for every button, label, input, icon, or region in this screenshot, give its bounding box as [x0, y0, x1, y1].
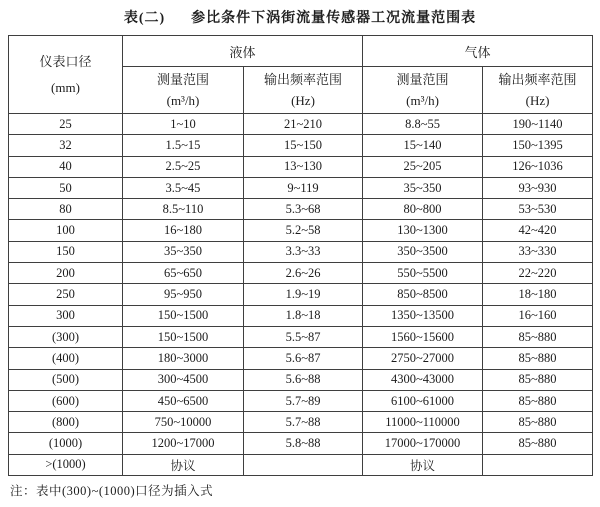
- header-frequency-unit: (Hz): [291, 93, 315, 108]
- value-cell: 300~4500: [123, 369, 244, 390]
- value-cell: 126~1036: [483, 156, 593, 177]
- value-cell: 3.3~33: [244, 241, 363, 262]
- diameter-cell: >(1000): [9, 454, 123, 475]
- header-diameter-unit: (mm): [51, 79, 80, 95]
- footnote: 注：表中(300)~(1000)口径为插入式: [10, 484, 214, 499]
- value-cell: 350~3500: [363, 241, 483, 262]
- value-cell: 85~880: [483, 348, 593, 369]
- table-title-main: 参比条件下涡街流量传感器工况流量范围表: [191, 11, 477, 26]
- header-gas-frequency: [483, 67, 593, 114]
- diameter-cell: 32: [9, 135, 123, 156]
- table-row: [9, 284, 593, 305]
- diameter-cell: (300): [9, 326, 123, 347]
- table-title: [0, 0, 600, 27]
- value-cell: 93~930: [483, 177, 593, 198]
- value-cell: 35~350: [363, 177, 483, 198]
- table-row: [9, 135, 593, 156]
- table-row: [9, 433, 593, 454]
- value-cell: 65~650: [123, 263, 244, 284]
- value-cell: 16~160: [483, 305, 593, 326]
- diameter-cell: 25: [9, 114, 123, 135]
- value-cell: 750~10000: [123, 412, 244, 433]
- value-cell: 95~950: [123, 284, 244, 305]
- value-cell: 1.5~15: [123, 135, 244, 156]
- header-measure-label: 测量范围: [396, 71, 449, 87]
- value-cell: 协议: [123, 454, 244, 475]
- value-cell: [244, 454, 363, 475]
- value-cell: 5.3~68: [244, 199, 363, 220]
- diameter-cell: 80: [9, 199, 123, 220]
- value-cell: 5.7~89: [244, 390, 363, 411]
- value-cell: 85~880: [483, 390, 593, 411]
- header-liquid-frequency: [244, 67, 363, 114]
- header-diameter-label: 仪表口径: [39, 54, 92, 70]
- value-cell: 17000~170000: [363, 433, 483, 454]
- table-header: [9, 36, 593, 114]
- value-cell: 1.8~18: [244, 305, 363, 326]
- value-cell: 150~1500: [123, 305, 244, 326]
- value-cell: 16~180: [123, 220, 244, 241]
- value-cell: 3.5~45: [123, 177, 244, 198]
- value-cell: 18~180: [483, 284, 593, 305]
- table-row: [9, 177, 593, 198]
- table-row: [9, 348, 593, 369]
- value-cell: 85~880: [483, 412, 593, 433]
- header-gas-measure: [363, 67, 483, 114]
- value-cell: 协议: [363, 454, 483, 475]
- header-group-row: [9, 36, 593, 67]
- diameter-cell: 250: [9, 284, 123, 305]
- value-cell: 450~6500: [123, 390, 244, 411]
- value-cell: 2.6~26: [244, 263, 363, 284]
- table-row: [9, 305, 593, 326]
- value-cell: 13~130: [244, 156, 363, 177]
- value-cell: 21~210: [244, 114, 363, 135]
- table-title-prefix: 表(二): [123, 11, 166, 26]
- table-row: [9, 241, 593, 262]
- header-frequency-label: 输出频率范围: [498, 71, 577, 87]
- value-cell: 35~350: [123, 241, 244, 262]
- value-cell: 8.5~110: [123, 199, 244, 220]
- diameter-cell: 200: [9, 263, 123, 284]
- value-cell: 11000~110000: [363, 412, 483, 433]
- value-cell: 1560~15600: [363, 326, 483, 347]
- value-cell: 85~880: [483, 326, 593, 347]
- value-cell: 2.5~25: [123, 156, 244, 177]
- value-cell: 33~330: [483, 241, 593, 262]
- value-cell: 85~880: [483, 433, 593, 454]
- header-frequency-unit: (Hz): [525, 93, 550, 108]
- value-cell: 42~420: [483, 220, 593, 241]
- flow-range-table: [8, 35, 593, 476]
- header-gas: 气体: [363, 36, 593, 67]
- header-frequency-label: 输出频率范围: [264, 71, 343, 87]
- value-cell: 8.8~55: [363, 114, 483, 135]
- value-cell: 22~220: [483, 263, 593, 284]
- value-cell: [483, 454, 593, 475]
- value-cell: 850~8500: [363, 284, 483, 305]
- value-cell: 5.7~88: [244, 412, 363, 433]
- value-cell: 5.8~88: [244, 433, 363, 454]
- table-row: [9, 369, 593, 390]
- value-cell: 130~1300: [363, 220, 483, 241]
- table-row: [9, 199, 593, 220]
- value-cell: 6100~61000: [363, 390, 483, 411]
- value-cell: 180~3000: [123, 348, 244, 369]
- value-cell: 80~800: [363, 199, 483, 220]
- value-cell: 15~150: [244, 135, 363, 156]
- diameter-cell: 150: [9, 241, 123, 262]
- header-measure-label: 测量范围: [156, 71, 209, 87]
- diameter-cell: 50: [9, 177, 123, 198]
- value-cell: 5.6~88: [244, 369, 363, 390]
- diameter-cell: (1000): [9, 433, 123, 454]
- value-cell: 1.9~19: [244, 284, 363, 305]
- value-cell: 15~140: [363, 135, 483, 156]
- table-row: [9, 220, 593, 241]
- value-cell: 4300~43000: [363, 369, 483, 390]
- diameter-cell: (400): [9, 348, 123, 369]
- diameter-cell: (500): [9, 369, 123, 390]
- value-cell: 53~530: [483, 199, 593, 220]
- diameter-cell: (600): [9, 390, 123, 411]
- table-row: [9, 390, 593, 411]
- value-cell: 190~1140: [483, 114, 593, 135]
- table-row: [9, 263, 593, 284]
- value-cell: 5.5~87: [244, 326, 363, 347]
- value-cell: 1200~17000: [123, 433, 244, 454]
- value-cell: 1~10: [123, 114, 244, 135]
- table-body: [9, 114, 593, 476]
- table-row: [9, 114, 593, 135]
- value-cell: 85~880: [483, 369, 593, 390]
- diameter-cell: (800): [9, 412, 123, 433]
- value-cell: 5.6~87: [244, 348, 363, 369]
- value-cell: 150~1395: [483, 135, 593, 156]
- table-row: [9, 454, 593, 475]
- value-cell: 9~119: [244, 177, 363, 198]
- header-measure-unit: (m³/h): [406, 93, 439, 108]
- value-cell: 5.2~58: [244, 220, 363, 241]
- header-liquid: 液体: [123, 36, 363, 67]
- diameter-cell: 100: [9, 220, 123, 241]
- value-cell: 1350~13500: [363, 305, 483, 326]
- value-cell: 550~5500: [363, 263, 483, 284]
- diameter-cell: 300: [9, 305, 123, 326]
- header-liquid-measure: [123, 67, 244, 114]
- header-measure-unit: (m³/h): [166, 93, 200, 108]
- value-cell: 2750~27000: [363, 348, 483, 369]
- diameter-cell: 40: [9, 156, 123, 177]
- table-row: [9, 326, 593, 347]
- value-cell: 150~1500: [123, 326, 244, 347]
- table-row: [9, 156, 593, 177]
- table-row: [9, 412, 593, 433]
- header-diameter: [9, 36, 123, 114]
- value-cell: 25~205: [363, 156, 483, 177]
